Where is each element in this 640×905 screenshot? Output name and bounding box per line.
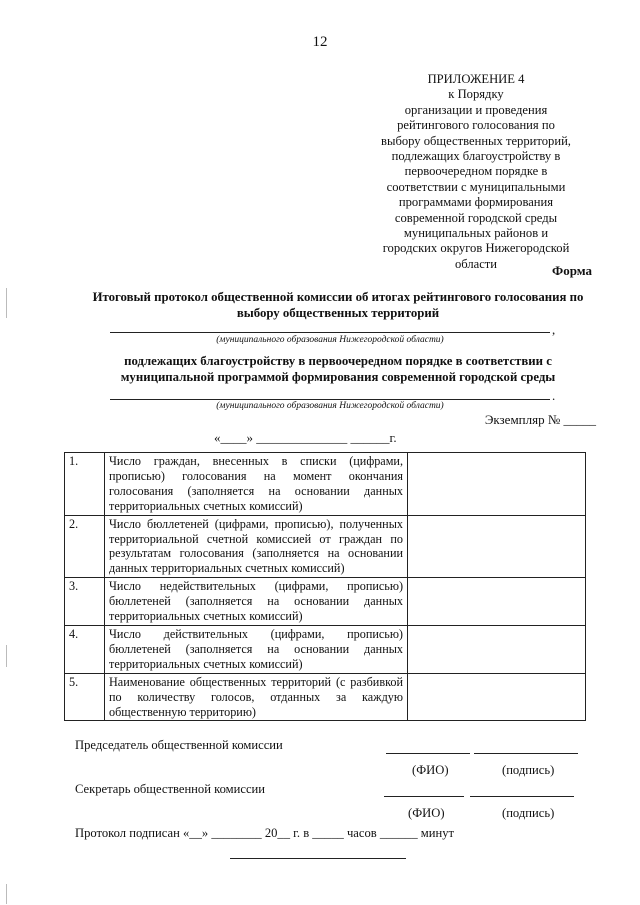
results-table <box>64 452 586 721</box>
table-row <box>65 625 586 673</box>
chairman-signature-caption: (подпись) <box>502 763 555 777</box>
chairman-fio-caption: (ФИО) <box>412 763 449 777</box>
appendix-line: подлежащих благоустройству в <box>391 149 561 164</box>
table-row <box>65 673 586 721</box>
row-value-cell[interactable] <box>408 625 586 673</box>
appendix-line: первоочередном порядке в <box>404 164 548 179</box>
row-description: Наименование общественных территорий (с разбивкой по количеству голосов, отданных за каждую общественную территорию) <box>105 673 408 721</box>
chairman-label: Председатель общественной комиссии <box>75 738 283 752</box>
row-value-cell[interactable] <box>408 515 586 578</box>
appendix-line: программами формирования <box>398 195 554 210</box>
page-number: 12 <box>312 34 328 50</box>
bottom-signature-line[interactable] <box>230 858 406 859</box>
scan-edge-mark <box>6 645 7 667</box>
row-description: Число граждан, внесенных в списки (цифрами, прописью) голосования на момент окончания голосования (заполняется на основании данных территориальных счетных комиссий) <box>105 453 408 516</box>
date-line: «____» ______________ ______г. <box>214 430 397 445</box>
row-number: 5. <box>65 673 105 721</box>
scan-edge-mark <box>6 288 7 318</box>
appendix-block <box>352 72 600 272</box>
secretary-signature-line[interactable] <box>470 796 574 797</box>
appendix-line: к Порядку <box>448 87 504 102</box>
appendix-line: организации и проведения <box>404 102 548 117</box>
row-description: Число недействительных (цифрами, прописью) бюллетеней (заполняется на основании данных территориальных счетных комиссий) <box>105 578 408 626</box>
row-number: 3. <box>65 578 105 626</box>
row-description: Число действительных (цифрами, прописью) бюллетеней (заполняется на основании данных территориальных счетных комиссий) <box>105 625 408 673</box>
secretary-fio-caption: (ФИО) <box>408 806 445 820</box>
row-value-cell[interactable] <box>408 578 586 626</box>
row-number: 4. <box>65 625 105 673</box>
document-title: Итоговый протокол общественной комиссии об итогах рейтингового голосования по выбору общественных территорий <box>92 290 584 320</box>
row-number: 1. <box>65 453 105 516</box>
secretary-label: Секретарь общественной комиссии <box>75 782 266 796</box>
table-row <box>65 453 586 516</box>
row-number: 2. <box>65 515 105 578</box>
secretary-fio-line[interactable] <box>384 796 464 797</box>
line-2-period: . <box>552 388 556 403</box>
row-description: Число бюллетеней (цифрами, прописью), полученных территориальной счетной комиссией от граждан по результатам голосования (заполняется на основании данных территориальных счетных комиссий) <box>105 515 408 578</box>
table-row <box>65 578 586 626</box>
line-1-comma: , <box>552 322 556 337</box>
document-subtitle: подлежащих благоустройству в первоочередном порядке в соответствии с муниципальной программой формирования современной городской среды <box>120 354 556 384</box>
municipality-blank-line-1 <box>110 332 550 333</box>
protocol-signed-line: Протокол подписан «__» ________ 20__ г. в _____ часов ______ минут <box>75 826 455 840</box>
form-label: Форма <box>552 263 592 278</box>
chairman-signature-line[interactable] <box>474 753 578 754</box>
appendix-line: рейтингового голосования по <box>397 118 555 133</box>
municipality-caption-1: (муниципального образования Нижегородской области) <box>216 335 444 345</box>
scan-edge-mark <box>6 884 7 904</box>
appendix-line: соответствии с муниципальными <box>386 179 566 194</box>
row-value-cell[interactable] <box>408 453 586 516</box>
appendix-line: выбору общественных территорий, <box>381 133 571 148</box>
municipality-caption-2: (муниципального образования Нижегородской области) <box>216 401 444 411</box>
appendix-line: современной городской среды <box>394 210 558 225</box>
row-value-cell[interactable] <box>408 673 586 721</box>
table-row <box>65 515 586 578</box>
copy-number: Экземпляр № _____ <box>484 412 596 427</box>
appendix-line: городских округов Нижегородской <box>382 241 570 256</box>
secretary-signature-caption: (подпись) <box>502 806 555 820</box>
appendix-line: муниципальных районов и <box>403 226 549 241</box>
appendix-line: области <box>454 256 498 271</box>
municipality-blank-line-2 <box>110 399 550 400</box>
appendix-line: ПРИЛОЖЕНИЕ 4 <box>427 72 525 86</box>
chairman-fio-line[interactable] <box>386 753 470 754</box>
